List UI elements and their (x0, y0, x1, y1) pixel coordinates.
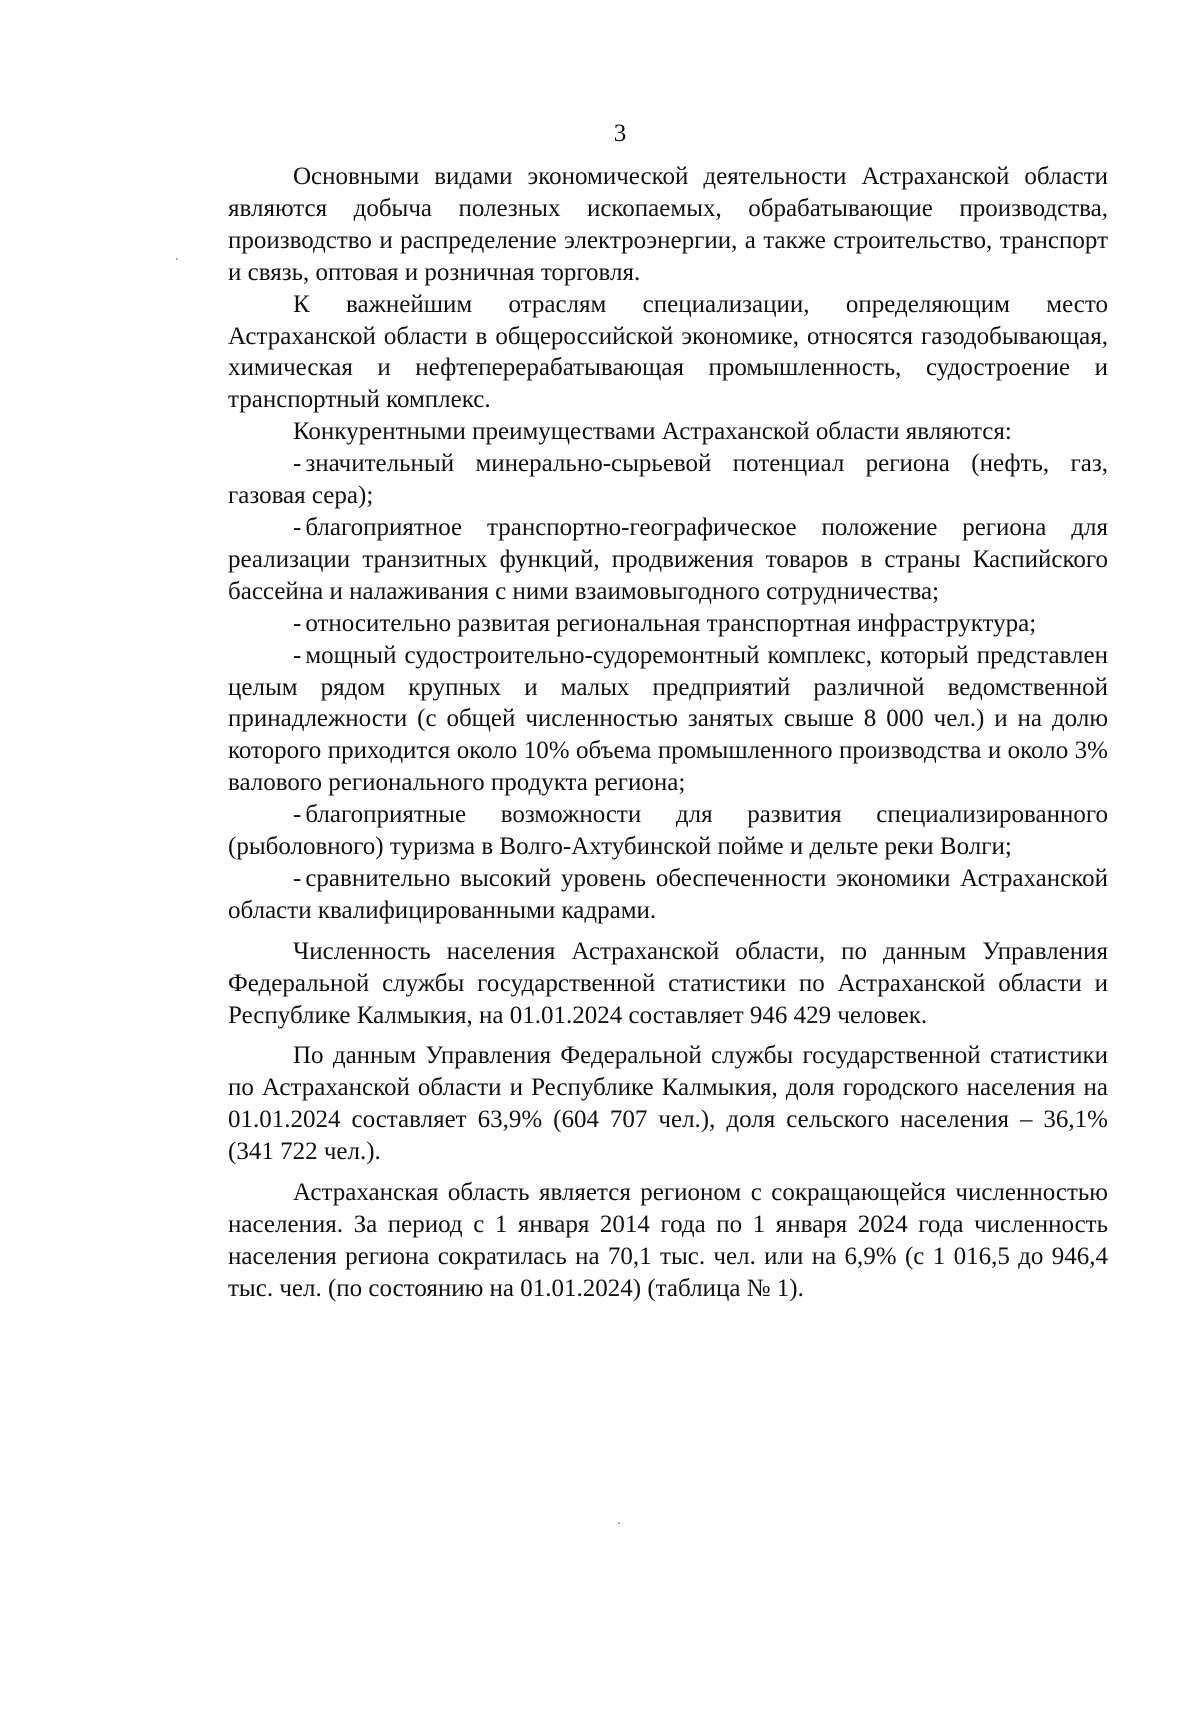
paragraph-economic-activities: Основными видами экономической деятельности Астраханской области являются добыча полезных ископаемых, обрабатывающие производства, производство и распределение электроэнергии, а также строительство, транспорт и связь, оптовая и розничная торговля. (228, 163, 1108, 286)
advantage-item (228, 512, 1108, 608)
bullet-dash: - (293, 450, 302, 478)
bullet-dash: - (293, 801, 302, 829)
advantage-text: значительный минерально-сырьевой потенциал региона (нефть, газ, газовая сера); (228, 450, 1108, 510)
page-number: 3 (613, 120, 627, 147)
advantage-text: относительно развитая региональная транспортная инфраструктура; (305, 609, 1037, 637)
advantage-text: благоприятные возможности для развития специализированного (рыболовного) туризма в Волго-Ахтубинской пойме и дельте реки Волги; (228, 801, 1108, 861)
advantages-list (228, 448, 1108, 927)
paragraph-population-total: Численность населения Астраханской области, по данным Управления Федеральной службы государственной статистики по Астраханской области и Республике Калмыкия, на 01.01.2024 составляет 946 429 человек. (228, 937, 1108, 1029)
advantage-text: сравнительно высокий уровень обеспеченности экономики Астраханской области квалифицированными кадрами. (228, 864, 1108, 924)
advantage-item (228, 448, 1108, 512)
bullet-dash: - (293, 864, 302, 892)
advantage-item (228, 863, 1108, 927)
paragraph-population-decline: Астраханская область является регионом с сокращающейся численностью населения. За период с 1 января 2014 года по 1 января 2024 года численность населения региона сократилась на 70,1 тыс. чел. или на 6,9% (с 1 016,5 до 946,4 тыс. чел. (по состоянию на 01.01.2024) (таблица № 1). (228, 1179, 1108, 1302)
bullet-dash: - (293, 513, 302, 541)
advantage-item (228, 608, 1108, 640)
paragraph-specialization-sectors: К важнейшим отраслям специализации, определяющим место Астраханской области в общероссийской экономике, относятся газодобывающая, химическая и нефтеперерабатывающая промышленность, судостроение и транспортный комплекс. (228, 290, 1108, 414)
bullet-dash: - (293, 609, 302, 637)
scan-speck (618, 1522, 620, 1524)
scan-speck (176, 258, 178, 260)
paragraph-urban-rural-share: По данным Управления Федеральной службы государственной статистики по Астраханской области и Республике Калмыкия, доля городского населения на 01.01.2024 составляет 63,9% (604 707 чел.), доля сельского населения – 36,1% (341 722 чел.). (228, 1042, 1108, 1166)
document-body (228, 161, 1108, 1305)
advantage-item (228, 640, 1108, 800)
bullet-dash: - (293, 641, 302, 669)
advantage-text: благоприятное транспортно-географическое положение региона для реализации транзитных функций, продвижения товаров в страны Каспийского бассейна и налаживания с ними взаимовыгодного сотрудничества; (228, 513, 1108, 605)
paragraph-advantages-intro: Конкурентными преимуществами Астраханской области являются: (293, 418, 1012, 446)
advantage-text: мощный судостроительно-судоремонтный комплекс, который представлен целым рядом крупных и малых предприятий различной ведомственной принадлежности (с общей численностью занятых свыше 8 000 чел.) и на долю которого приходится около 10% объема промышленного производства и около 3% валового регионального продукта региона; (228, 641, 1108, 797)
advantage-item (228, 799, 1108, 863)
